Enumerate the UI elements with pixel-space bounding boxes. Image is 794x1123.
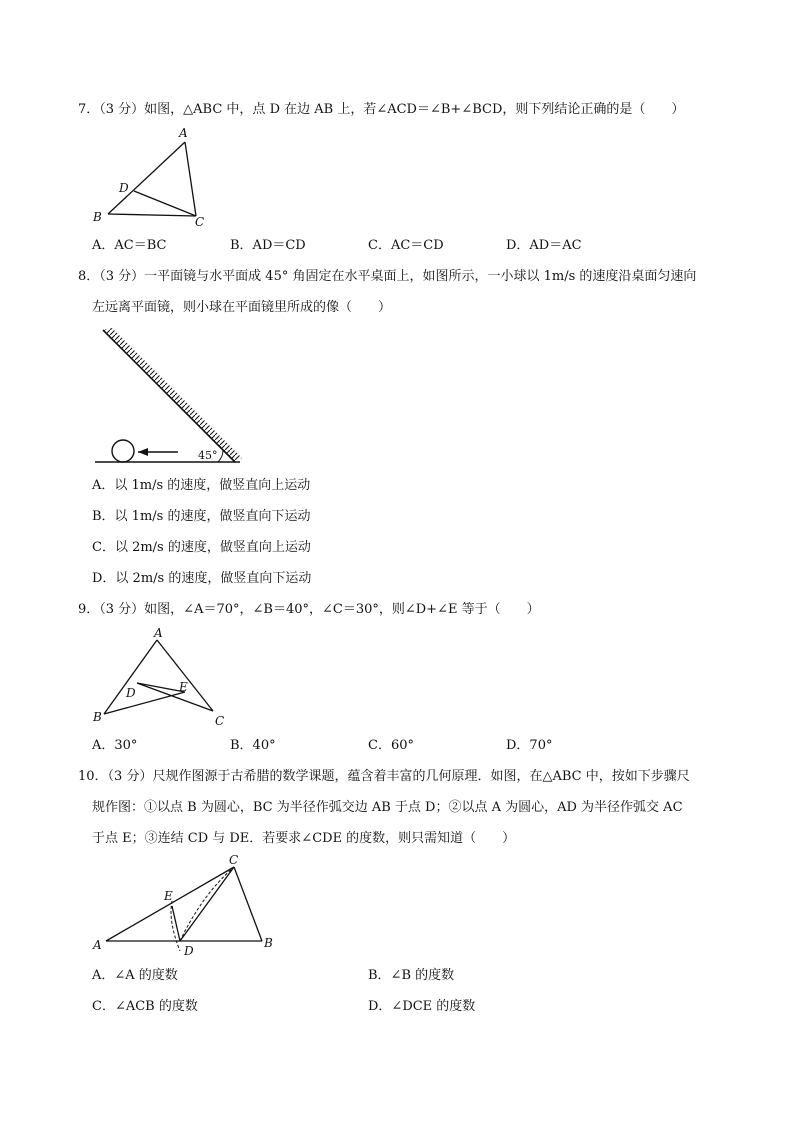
q10-label-b: B bbox=[264, 936, 273, 950]
q9-label-a: A bbox=[154, 626, 163, 640]
q9-label-e: E bbox=[179, 680, 188, 694]
q10-option-c[interactable]: C．∠ACB 的度数 bbox=[92, 999, 198, 1014]
q8-angle-label: 45° bbox=[198, 449, 218, 462]
q9-option-a[interactable]: A．30° bbox=[92, 738, 138, 753]
q7-label-b: B bbox=[93, 210, 102, 224]
q7-triangle-figure bbox=[90, 125, 220, 230]
q7-stem: 7．（3 分）如图，△ABC 中，点 D 在边 AB 上，若∠ACD＝∠B+∠BCD，则下列结论正确的是（ ） bbox=[78, 102, 685, 117]
q9-label-c: C bbox=[215, 714, 225, 728]
q7-label-a: A bbox=[179, 126, 188, 140]
q10-label-e: E bbox=[164, 889, 173, 903]
q10-label-a: A bbox=[93, 938, 102, 952]
q8-option-d[interactable]: D．以 2m/s 的速度，做竖直向下运动 bbox=[92, 571, 312, 586]
q8-option-a[interactable]: A．以 1m/s 的速度，做竖直向上运动 bbox=[92, 478, 311, 493]
q10-stem-line2: 规作图：①以点 B 为圆心，BC 为半径作弧交边 AB 于点 D；②以点 A 为圆心，AD 为半径作弧交 AC bbox=[92, 800, 683, 815]
q8-stem-line2: 左远离平面镜，则小球在平面镜里所成的像（ ） bbox=[92, 300, 392, 315]
q7-option-d[interactable]: D．AD＝AC bbox=[506, 238, 582, 253]
q8-option-b[interactable]: B．以 1m/s 的速度，做竖直向下运动 bbox=[92, 509, 311, 524]
q7-label-d: D bbox=[119, 181, 129, 195]
q10-label-c: C bbox=[229, 853, 239, 867]
q9-option-b[interactable]: B．40° bbox=[230, 738, 276, 753]
q10-label-d: D bbox=[184, 944, 194, 958]
q10-stem-line3: 于点 E；③连结 CD 与 DE．若要求∠CDE 的度数，则只需知道（ ） bbox=[92, 831, 516, 846]
q10-option-b[interactable]: B．∠B 的度数 bbox=[368, 968, 455, 983]
q9-option-d[interactable]: D．70° bbox=[506, 738, 553, 753]
q9-label-b: B bbox=[93, 710, 102, 724]
q9-label-d: D bbox=[126, 686, 136, 700]
q10-option-a[interactable]: A．∠A 的度数 bbox=[92, 968, 178, 983]
q9-triangle-figure bbox=[90, 625, 240, 735]
q10-stem-line1: 10．（3 分）尺规作图源于古希腊的数学课题，蕴含着丰富的几何原理．如图，在△ABC 中，按如下步骤尺 bbox=[78, 769, 690, 784]
q7-option-b[interactable]: B．AD＝CD bbox=[230, 238, 306, 253]
q9-stem: 9．（3 分）如图，∠A＝70°，∠B＝40°，∠C＝30°，则∠D+∠E 等于（ ） bbox=[78, 602, 540, 617]
q7-option-a[interactable]: A．AC＝BC bbox=[92, 238, 167, 253]
q7-label-c: C bbox=[195, 215, 205, 229]
q8-mirror-figure bbox=[90, 325, 250, 470]
q9-option-c[interactable]: C．60° bbox=[368, 738, 414, 753]
q10-option-d[interactable]: D．∠DCE 的度数 bbox=[368, 999, 476, 1014]
q7-option-c[interactable]: C．AC＝CD bbox=[368, 238, 444, 253]
q8-stem-line1: 8．（3 分）一平面镜与水平面成 45° 角固定在水平桌面上，如图所示，一小球以 1m/s 的速度沿桌面匀速向 bbox=[78, 269, 697, 284]
q10-construction-figure bbox=[90, 855, 290, 965]
q8-option-c[interactable]: C．以 2m/s 的速度，做竖直向上运动 bbox=[92, 540, 311, 555]
